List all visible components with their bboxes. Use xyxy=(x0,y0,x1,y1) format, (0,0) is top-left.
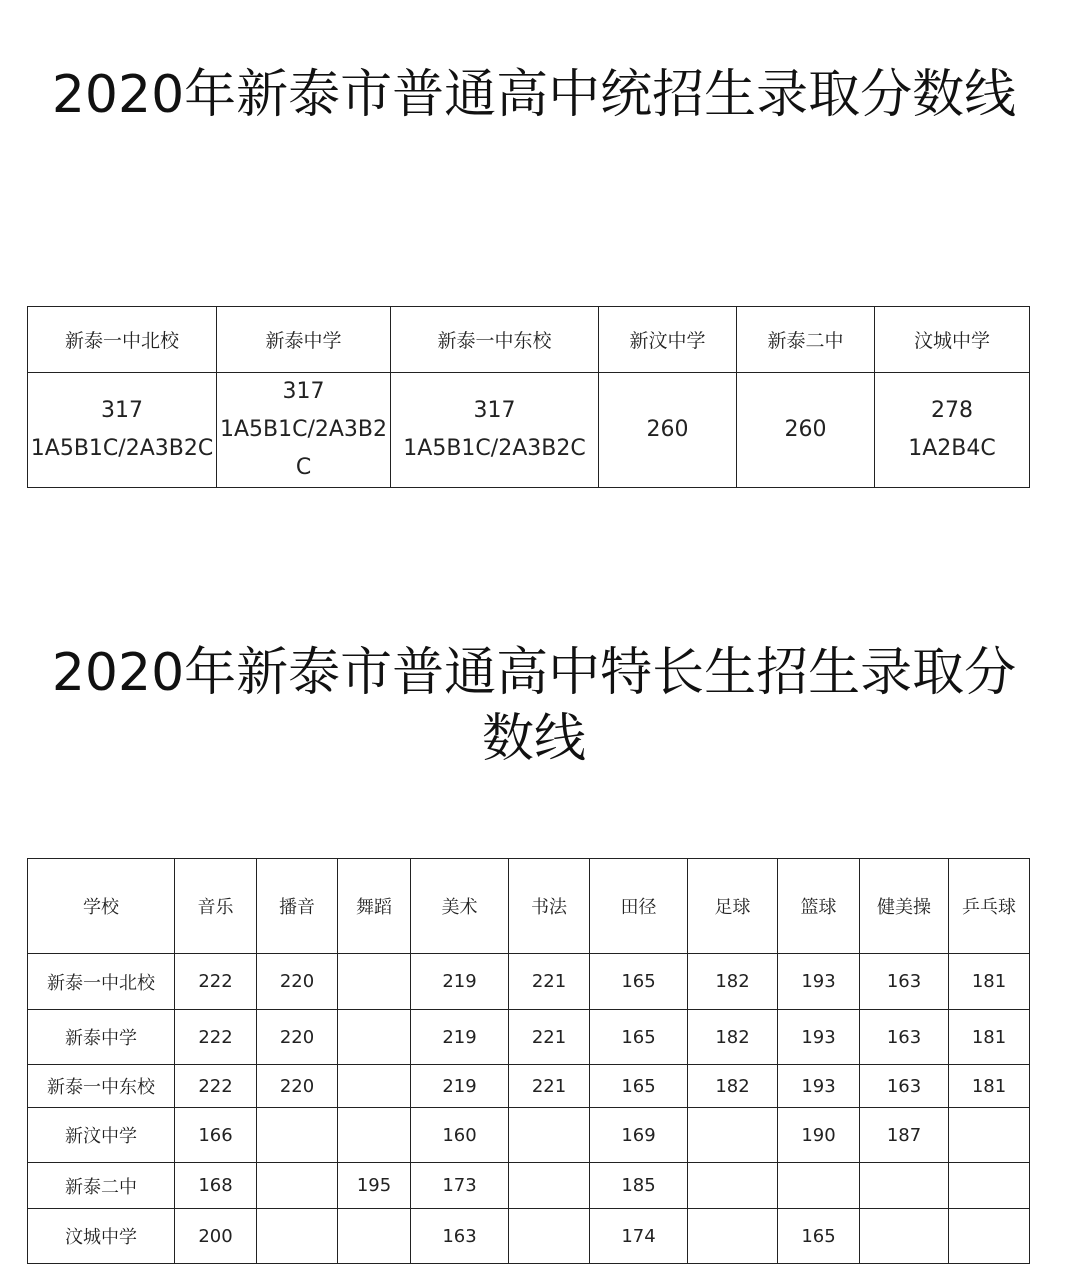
page-title-admission-scores: 2020年新泰市普通高中统招生录取分数线 xyxy=(51,65,1017,125)
score-cell xyxy=(509,1209,590,1264)
score-cell: 193 xyxy=(778,954,860,1010)
score-cell: 163 xyxy=(411,1209,509,1264)
school-cell: 新泰二中 xyxy=(28,1163,175,1209)
score-cell: 181 xyxy=(949,1010,1030,1065)
score-cell xyxy=(949,1163,1030,1209)
score-cell: 193 xyxy=(778,1010,860,1065)
score-value: 317 xyxy=(282,379,325,404)
score-cell xyxy=(338,1108,411,1163)
header-cell: 舞蹈 xyxy=(338,859,411,954)
school-cell: 新泰中学 xyxy=(28,1010,175,1065)
score-cell: 195 xyxy=(338,1163,411,1209)
score-cell: 163 xyxy=(860,1065,949,1108)
score-cell: 160 xyxy=(411,1108,509,1163)
score-cell: 169 xyxy=(590,1108,688,1163)
header-cell: 书法 xyxy=(509,859,590,954)
table-header-row xyxy=(28,307,1030,373)
score-cell: 165 xyxy=(590,1010,688,1065)
specialty-score-table xyxy=(27,858,1030,1264)
score-cell xyxy=(688,1108,778,1163)
admission-score-table xyxy=(27,306,1030,488)
score-cell xyxy=(737,373,875,488)
score-cell xyxy=(257,1163,338,1209)
score-cell: 182 xyxy=(688,1065,778,1108)
score-cell: 220 xyxy=(257,954,338,1010)
score-cell: 193 xyxy=(778,1065,860,1108)
score-cell: 222 xyxy=(175,954,257,1010)
header-cell: 足球 xyxy=(688,859,778,954)
score-cell xyxy=(257,1108,338,1163)
header-cell: 新泰一中东校 xyxy=(391,307,599,373)
score-cell: 222 xyxy=(175,1010,257,1065)
score-value: 278 xyxy=(931,398,973,423)
score-cell: 165 xyxy=(590,1065,688,1108)
header-cell: 乒乓球 xyxy=(949,859,1030,954)
school-cell: 新汶中学 xyxy=(28,1108,175,1163)
score-cell: 187 xyxy=(860,1108,949,1163)
score-cell xyxy=(778,1163,860,1209)
score-cell xyxy=(338,1010,411,1065)
table-row xyxy=(28,1209,1030,1264)
table-header-row xyxy=(28,859,1030,954)
score-cell xyxy=(338,954,411,1010)
header-cell: 新泰一中北校 xyxy=(28,307,217,373)
score-cell: 166 xyxy=(175,1108,257,1163)
score-cell: 181 xyxy=(949,954,1030,1010)
score-cell: 221 xyxy=(509,1010,590,1065)
header-cell: 美术 xyxy=(411,859,509,954)
score-cell: 190 xyxy=(778,1108,860,1163)
grade-requirement: 1A5B1C/2A3B2C xyxy=(219,417,388,480)
table-row xyxy=(28,1010,1030,1065)
score-cell xyxy=(949,1108,1030,1163)
grade-requirement: 1A5B1C/2A3B2C xyxy=(403,436,586,461)
score-cell xyxy=(338,1209,411,1264)
score-cell: 165 xyxy=(778,1209,860,1264)
score-cell xyxy=(257,1209,338,1264)
score-value: 317 xyxy=(473,398,516,423)
header-cell: 学校 xyxy=(28,859,175,954)
table-row xyxy=(28,373,1030,488)
score-cell: 222 xyxy=(175,1065,257,1108)
page-title-specialty-scores: 2020年新泰市普通高中特长生招生录取分数线 xyxy=(51,643,1017,769)
score-value: 260 xyxy=(646,417,689,442)
score-cell: 200 xyxy=(175,1209,257,1264)
score-cell xyxy=(688,1163,778,1209)
table-row xyxy=(28,1163,1030,1209)
score-cell: 220 xyxy=(257,1065,338,1108)
school-cell: 新泰一中东校 xyxy=(28,1065,175,1108)
score-cell: 221 xyxy=(509,954,590,1010)
score-cell: 163 xyxy=(860,954,949,1010)
table-row xyxy=(28,1108,1030,1163)
score-cell: 182 xyxy=(688,1010,778,1065)
header-cell: 新泰中学 xyxy=(217,307,391,373)
score-cell: 181 xyxy=(949,1065,1030,1108)
school-cell: 汶城中学 xyxy=(28,1209,175,1264)
score-cell: 173 xyxy=(411,1163,509,1209)
score-cell xyxy=(599,373,737,488)
score-cell xyxy=(509,1163,590,1209)
score-value: 317 xyxy=(101,398,143,423)
score-cell: 219 xyxy=(411,1065,509,1108)
score-value: 260 xyxy=(784,417,827,442)
header-cell: 健美操 xyxy=(860,859,949,954)
header-cell: 篮球 xyxy=(778,859,860,954)
score-cell xyxy=(338,1065,411,1108)
score-cell: 174 xyxy=(590,1209,688,1264)
score-cell xyxy=(28,373,217,488)
score-cell xyxy=(391,373,599,488)
header-cell: 新汶中学 xyxy=(599,307,737,373)
header-cell: 音乐 xyxy=(175,859,257,954)
score-cell: 220 xyxy=(257,1010,338,1065)
score-cell: 182 xyxy=(688,954,778,1010)
score-cell: 163 xyxy=(860,1010,949,1065)
school-cell: 新泰一中北校 xyxy=(28,954,175,1010)
grade-requirement: 1A2B4C xyxy=(908,436,996,461)
score-cell: 165 xyxy=(590,954,688,1010)
score-cell: 168 xyxy=(175,1163,257,1209)
score-cell xyxy=(688,1209,778,1264)
header-cell: 新泰二中 xyxy=(737,307,875,373)
score-cell: 219 xyxy=(411,1010,509,1065)
score-cell: 219 xyxy=(411,954,509,1010)
header-cell: 汶城中学 xyxy=(875,307,1030,373)
table-row xyxy=(28,954,1030,1010)
score-cell xyxy=(509,1108,590,1163)
header-cell: 田径 xyxy=(590,859,688,954)
score-cell: 185 xyxy=(590,1163,688,1209)
score-cell: 221 xyxy=(509,1065,590,1108)
grade-requirement: 1A5B1C/2A3B2C xyxy=(30,436,214,461)
score-cell xyxy=(875,373,1030,488)
table-row xyxy=(28,1065,1030,1108)
score-cell xyxy=(949,1209,1030,1264)
header-cell: 播音 xyxy=(257,859,338,954)
score-cell xyxy=(860,1209,949,1264)
score-cell xyxy=(860,1163,949,1209)
score-cell xyxy=(217,373,391,488)
